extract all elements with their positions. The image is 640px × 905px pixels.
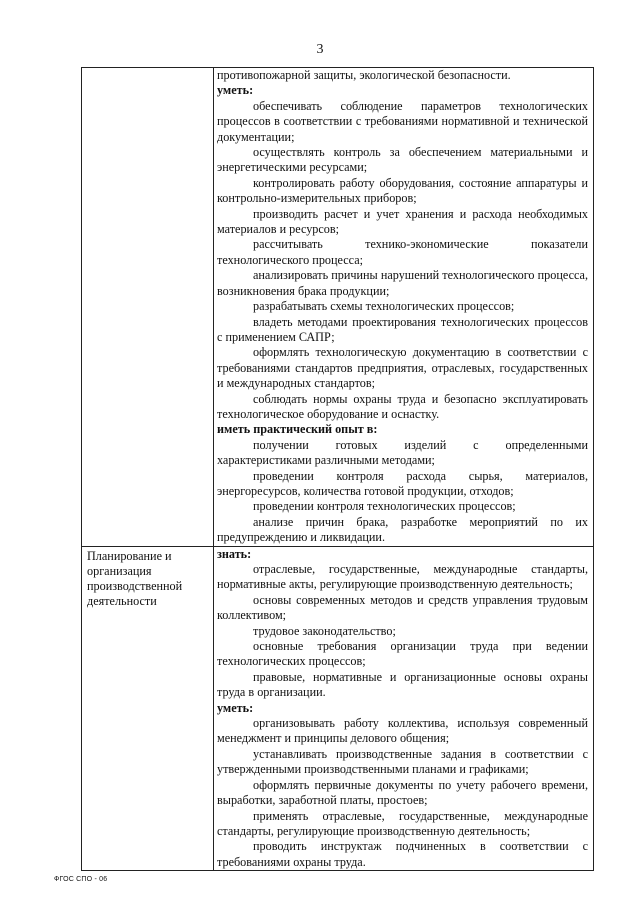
requirement-item: проведении контроля технологических процессов;	[253, 499, 516, 514]
requirements-text	[214, 547, 593, 871]
table-cell-right	[214, 68, 594, 547]
page-number: 3	[316, 42, 324, 57]
activity-label	[82, 68, 213, 70]
activity-label: Планирование и организация производственной деятельности	[87, 548, 183, 609]
requirements-text	[214, 68, 593, 546]
section-heading: уметь:	[217, 700, 254, 715]
table-row	[82, 68, 594, 547]
requirement-item: производить расчет и учет хранения и расхода необходимых материалов и ресурсов;	[217, 206, 588, 237]
requirement-item: основы современных методов и средств управления трудовым коллективом;	[217, 592, 588, 623]
requirement-item: анализировать причины нарушений технологического процесса, возникновения брака продукции;	[217, 268, 588, 298]
requirement-item: трудовое законодательство;	[253, 623, 396, 638]
table-cell-right	[214, 546, 594, 871]
requirement-item: рассчитывать технико-экономические показатели технологического процесса;	[217, 237, 588, 267]
requirement-item: противопожарной защиты, экологической безопасности.	[217, 68, 511, 82]
requirement-item: соблюдать нормы охраны труда и безопасно эксплуатировать технологическое оборудование и оснастку.	[217, 391, 588, 421]
competency-table	[81, 67, 594, 871]
table-cell-left	[82, 68, 214, 547]
section-heading: знать:	[217, 546, 252, 561]
requirement-item: оформлять технологическую документацию в соответствии с требованиями стандартов предприятия, отраслевых, государственных и международных стандартов;	[217, 345, 588, 391]
table-cell-left	[82, 546, 214, 871]
requirement-item: контролировать работу оборудования, состояние аппаратуры и контрольно-измерительных приборов;	[217, 175, 588, 206]
requirement-item: основные требования организации труда при ведении технологических процессов;	[217, 639, 588, 669]
requirement-item: проведении контроля расхода сырья, материалов, энергоресурсов, количества готовой продукции, отходов;	[217, 468, 588, 498]
section-heading: уметь:	[217, 83, 254, 98]
requirement-item: анализе причин брака, разработке мероприятий по их предупреждению и ликвидации.	[217, 514, 588, 545]
requirement-item: проводить инструктаж подчиненных в соответствии с требованиями охраны труда.	[217, 839, 588, 869]
requirement-item: организовывать работу коллектива, используя современный менеджмент и принципы делового общения;	[217, 716, 588, 746]
requirement-item: оформлять первичные документы по учету рабочего времени, выработки, заработной платы, простоев;	[217, 777, 588, 808]
requirement-item: отраслевые, государственные, международные стандарты, нормативные акты, регулирующие производственную деятельность;	[217, 562, 588, 592]
requirement-item: устанавливать производственные задания в соответствии с утвержденными производственными планами и графиками;	[217, 746, 588, 777]
requirement-item: владеть методами проектирования технологических процессов с применением САПР;	[217, 314, 588, 344]
requirement-item: разрабатывать схемы технологических процессов;	[253, 299, 515, 314]
requirement-item: правовые, нормативные и организационные основы охраны труда в организации.	[217, 669, 588, 700]
requirement-item: обеспечивать соблюдение параметров технологических процессов в соответствии с требованиями нормативной и технической документации;	[217, 98, 588, 144]
section-heading: иметь практический опыт в:	[217, 422, 378, 437]
requirement-item: осуществлять контроль за обеспечением материальными и энергетическими ресурсами;	[217, 145, 588, 175]
table-row	[82, 546, 594, 871]
footer-label: ФГОС СПО - 06	[54, 876, 108, 883]
requirement-item: применять отраслевые, государственные, международные стандарты, регулирующие производственную деятельность;	[217, 808, 588, 838]
requirement-item: получении готовых изделий с определенными характеристиками различными методами;	[217, 437, 588, 468]
